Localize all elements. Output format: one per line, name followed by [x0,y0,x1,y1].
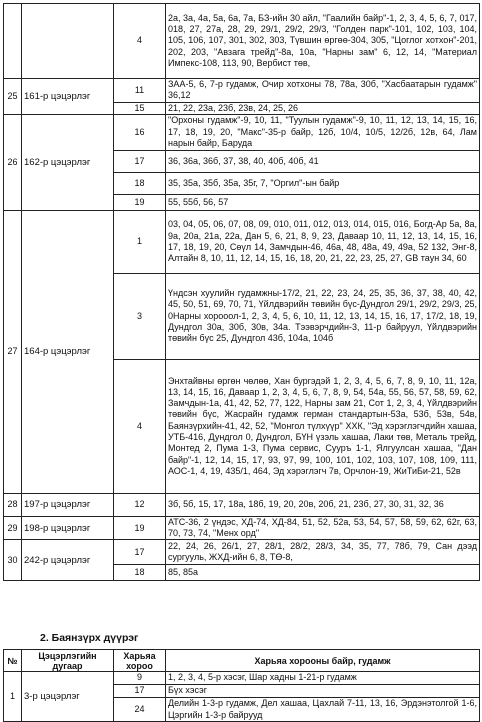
address-list: Бүх хэсэг [166,685,480,698]
kindergarten-name: 161-р цэцэрлэг [22,79,114,115]
address-list: 1, 2, 3, 4, 5-р хэсэг, Шар хадны 1-21-р гудамж [166,672,480,685]
khoroo-number: 1 [114,210,166,273]
khoroo-number: 19 [114,194,166,210]
kindergarten-name: 198-р цэцэрлэг [22,516,114,540]
row-number: 25 [4,79,22,115]
table-row [4,4,480,79]
address-list: 55, 55б, 56, 57 [166,194,480,210]
khoroo-number: 17 [114,540,166,565]
kindergarten-name [22,4,114,79]
header-kindergarten: Цэцэрлэгийн дугаар [22,650,114,672]
header-number: № [4,650,22,672]
table-row [4,493,480,516]
bayanzurkh-district-table [3,649,480,722]
address-list: ЗАА-5, 6, 7-р гудамж, Очир хотхоны 78, 78а, 30б, "Хасбаатарын гудамж" 36,12 [166,79,480,103]
khoroo-number: 15 [114,102,166,114]
address-list: 36, 36а, 36б, 37, 38, 40, 40б, 40б, 41 [166,150,480,172]
address-list: АТС-36, 2 үндэс, ХД-74, ХД-84, 51, 52, 52а, 53, 54, 57, 58, 59, 62, 62г, 63, 70, 73, 74, "Менх орд" [166,516,480,540]
address-list: 3б, 5б, 15, 17, 18а, 18б, 19, 20, 20в, 20б, 21, 23б, 27, 30, 31, 32, 36 [166,493,480,516]
khoroo-number: 12 [114,493,166,516]
address-list: Үндсэн хуулийн гудамжны-17/2, 21, 22, 23, 24, 25, 35, 36, 37, 38, 40, 42, 45, 50, 51, 69, 70, 71, Үйлдвэрийн төвийн бүс-Дундгол 29/1, 29/2, 29/3, 25, 0Нарны хорооол-1, 2, 3, 4, 5, 6, 10, 11, 12, 13, 14, 15, 16, 17, 17/2, 18, 19, Дундгол 30а, 30б, 30в, 34а. Тээвэрчдийн-3, 11-р байруул, Үйлдвэрийн төвийн бүс 25, Дундгол 43б, 104а, 104б [166,273,480,359]
khoroo-number: 18 [114,565,166,581]
table-row [4,114,480,150]
khoroo-number: 18 [114,172,166,194]
khoroo-number: 4 [114,359,166,493]
row-number: 29 [4,516,22,540]
khoroo-number: 9 [114,672,166,685]
address-list: Делийн 1-3-р гудамж, Дел хашаа, Цахлай 7-11, 13, 16, Эрдэнэтолгой 1-6, Цэргийн 1-3-р байрууд [166,698,480,722]
khoroo-number: 17 [114,685,166,698]
table-row [4,210,480,273]
row-number: 26 [4,114,22,210]
address-list: 85, 85а [166,565,480,581]
section-title: 2. Баянзүрх дүүрэг [40,632,139,644]
address-list: "Орхоны гудамж"-9, 10, 11, "Туулын гудамж"-9, 10, 11, 12, 13, 14, 15, 16, 17, 18, 19, 20, "Макс"-35-р байр, 12б, 10/4, 10/5, 12/2б, 12в, 64, Лам нарын байр, Баруда [166,114,480,150]
khoroo-number: 17 [114,150,166,172]
row-number: 1 [4,672,22,722]
address-list: 21, 22, 23а, 23б, 23в, 24, 25, 26 [166,102,480,114]
table-row [4,540,480,565]
address-list: 35, 35а, 35б, 35а, 35г, 7, "Оргил"-ын байр [166,172,480,194]
row-number: 28 [4,493,22,516]
row-number: 27 [4,210,22,493]
address-list: 22, 24, 26, 26/1, 27, 28/1, 28/2, 28/3, 34, 35, 77, 78б, 79, Сан дээд сургууль, ЖХД-ийн 6, 8, ТӨ-8, [166,540,480,565]
kindergarten-name: 164-р цэцэрлэг [22,210,114,493]
header-address: Харьяа хорооны байр, гудамж [166,650,480,672]
kindergarten-name: 242-р цэцэрлэг [22,540,114,581]
kindergarten-name: 197-р цэцэрлэг [22,493,114,516]
row-number [4,4,22,79]
khoroo-number: 19 [114,516,166,540]
khoroo-number: 3 [114,273,166,359]
khoroo-number: 24 [114,698,166,722]
table-row [4,516,480,540]
row-number: 30 [4,540,22,581]
address-list: 03, 04, 05, 06, 07, 08, 09, 010, 011, 012, 013, 014, 015, 016, Богд-Ар 5а, 8а, 9а, 20а, 21а, 22а, Дан 5, 6, 21, 8, 9, 23, Даваар 10, 11, 12, 13, 14, 15, 16, 17, 18, 19, 20, Сөүл 14, Замчдын-46, 46а, 48, 48а, 49, 49а, 52 132, Энг-8, Алтайн 8, 10, 11, 12, 14, 15, 16, 18, 20, 21, 22, 23, 25, 27, GB таун 34, 60 [166,210,480,273]
khoroo-number: 16 [114,114,166,150]
address-list: Энхтайвны өргөн чөлөө, Хан бургэдэй 1, 2, 3, 4, 5, 6, 7, 8, 9, 10, 11, 12а, 13, 14, 15, 16, Даваар 1, 2, 3, 4, 5, 6, 7, 8, 9, 54, 54а, 55, 56, 57, 58, 59, 62, Замчдын-1а, 41, 42, 52, 77, 122, Нарны зам 21, Сот 1, 2, 3, 4, Үйлдвэрийн төвийн бүс, Жасрайн гудамж герман стандартын-53а, 53б, 53в, 54в, Баянзүрхийн-41, 42, 52, "Монгол түлхүүр" ХХК, "Эд хэрэглэгчдийн хашаа, УТБ-416, Дундгол 0, Дундгол, БҮН үзэль хашаа, Лаки төв, Металь трейд, Монтед 2, Пума 1-3, Пума сервис, Сууръ 1-1, Ялгуулсан хашаа, "Дан байр"-1, 12, 14, 15, 17, 93, 97, 99, 100, 101, 102, 103, 107, 108, 109, 111, АОС-1, 4, 19, 435/1, 464, Эд хэрэглэгч 7в, Орчлон-19, ЖиТиБи-21, 52в [166,359,480,493]
address-list: 2а, 3а, 4а, 5а, 6а, 7а, БЗ-ийн 30 айл, "Гаалийн байр"-1, 2, 3, 4, 5, 6, 7, 017, 018, 27, 27а, 28, 29, 29/1, 29/2, 29/3, "Голден парк"-101, 102, 103, 104, 105, 106, 107, 301, 302, 303, Түвшин өргөө-304, 305, "Цоглог хотхон"-201, 202, 203, "Авзага трейд"-8а, 10а, "Нарны зам" 6, 12, 14, "Материал Импекс-108, 113, 90, Вербист төв, [166,4,480,79]
kindergarten-name: 162-р цэцэрлэг [22,114,114,210]
khoroo-number: 11 [114,79,166,103]
table-row [4,672,480,685]
khoroo-number: 4 [114,4,166,79]
kindergarten-address-table [3,3,480,581]
table-row [4,79,480,103]
header-khoroo: Харьяа хороо [114,650,166,672]
kindergarten-name: 3-р цэцэрлэг [22,672,114,722]
table-header-row [4,650,480,672]
